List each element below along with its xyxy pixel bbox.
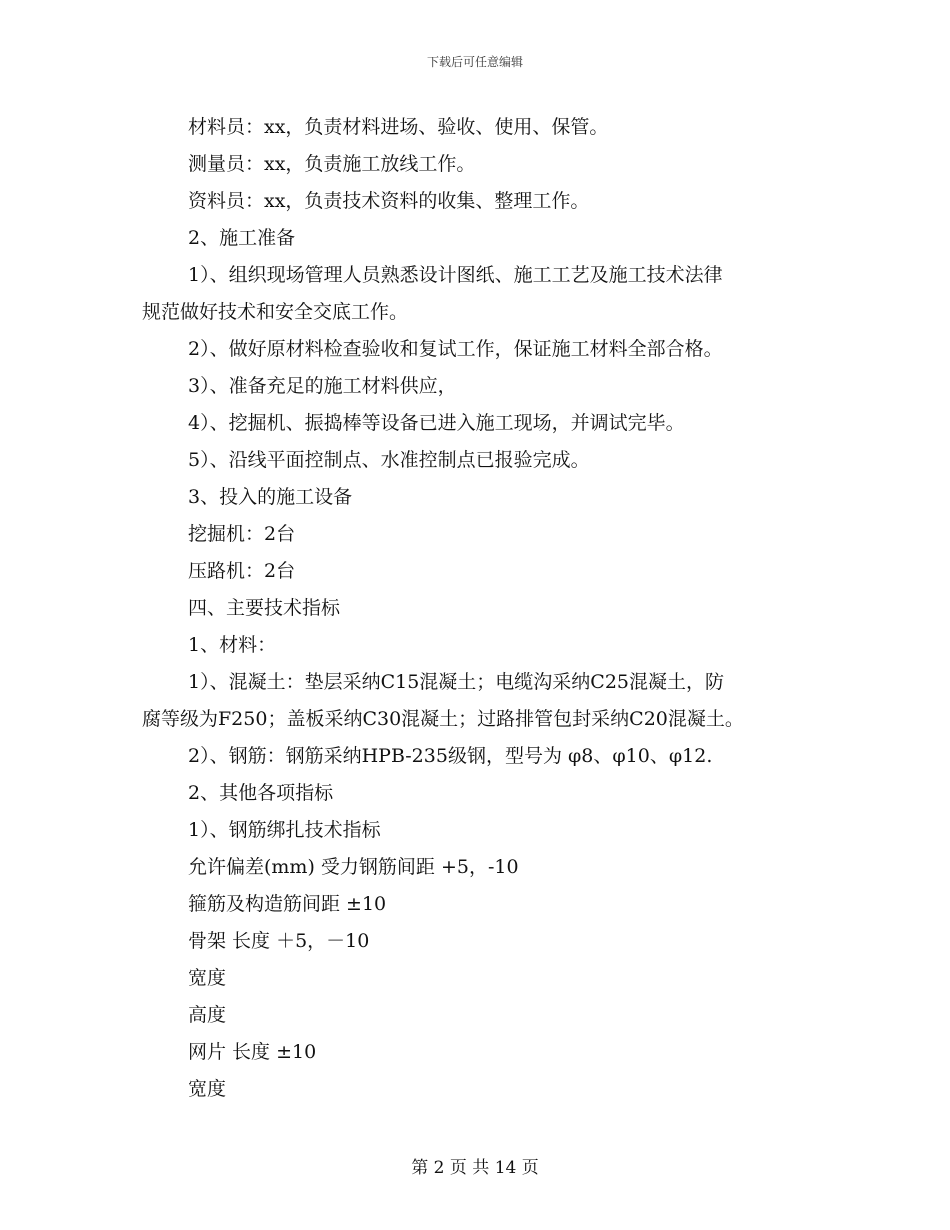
text-line: 高度 — [188, 1004, 227, 1026]
text-line: 宽度 — [188, 967, 227, 989]
text-line: 2）、做好原材料检查验收和复试工作，保证施工材料全部合格。 — [188, 338, 723, 360]
text-line: 4）、挖掘机、振捣棒等设备已进入施工现场，并调试完毕。 — [188, 412, 685, 434]
text-line: 材料员：xx，负责材料进场、验收、使用、保管。 — [188, 116, 609, 138]
page-header: 下载后可任意编辑 — [426, 55, 523, 69]
page-footer: 第 2 页 共 14 页 — [411, 1158, 539, 1178]
text-line: 箍筋及构造筋间距 ±10 — [188, 893, 387, 915]
text-line: 1）、钢筋绑扎技术指标 — [188, 819, 381, 841]
text-line: 2、施工准备 — [188, 227, 296, 249]
text-line: 1）、组织现场管理人员熟悉设计图纸、施工工艺及施工技术法律 — [188, 264, 723, 286]
text-line: 测量员：xx，负责施工放线工作。 — [188, 153, 476, 175]
text-line: 资料员：xx，负责技术资料的收集、整理工作。 — [188, 190, 590, 212]
text-line: 1）、混凝土：垫层采纳C15混凝土；电缆沟采纳C25混凝土，防 — [188, 671, 725, 693]
text-line: 3、投入的施工设备 — [188, 486, 353, 508]
text-line: 四、主要技术指标 — [188, 597, 341, 619]
text-line: 5）、沿线平面控制点、水准控制点已报验完成。 — [188, 449, 590, 471]
text-line: 允许偏差(mm) 受力钢筋间距 +5，-10 — [188, 856, 519, 878]
text-line: 2、其他各项指标 — [188, 782, 334, 804]
text-line: 压路机：2台 — [188, 560, 296, 582]
text-line: 网片 长度 ±10 — [188, 1041, 317, 1063]
text-line: 规范做好技术和安全交底工作。 — [142, 301, 409, 323]
text-line: 宽度 — [188, 1078, 227, 1100]
text-line: 2）、钢筋：钢筋采纳HPB-235级钢，型号为 φ8、φ10、φ12. — [188, 745, 713, 767]
document-body — [142, 109, 812, 1108]
text-line: 1、材料： — [188, 634, 277, 656]
text-line: 3）、准备充足的施工材料供应， — [188, 375, 457, 397]
text-line: 骨架 长度 ＋5，－10 — [188, 930, 370, 952]
text-line: 腐等级为F250；盖板采纳C30混凝土；过路排管包封采纳C20混凝土。 — [142, 708, 744, 730]
text-line: 挖掘机：2台 — [188, 523, 296, 545]
